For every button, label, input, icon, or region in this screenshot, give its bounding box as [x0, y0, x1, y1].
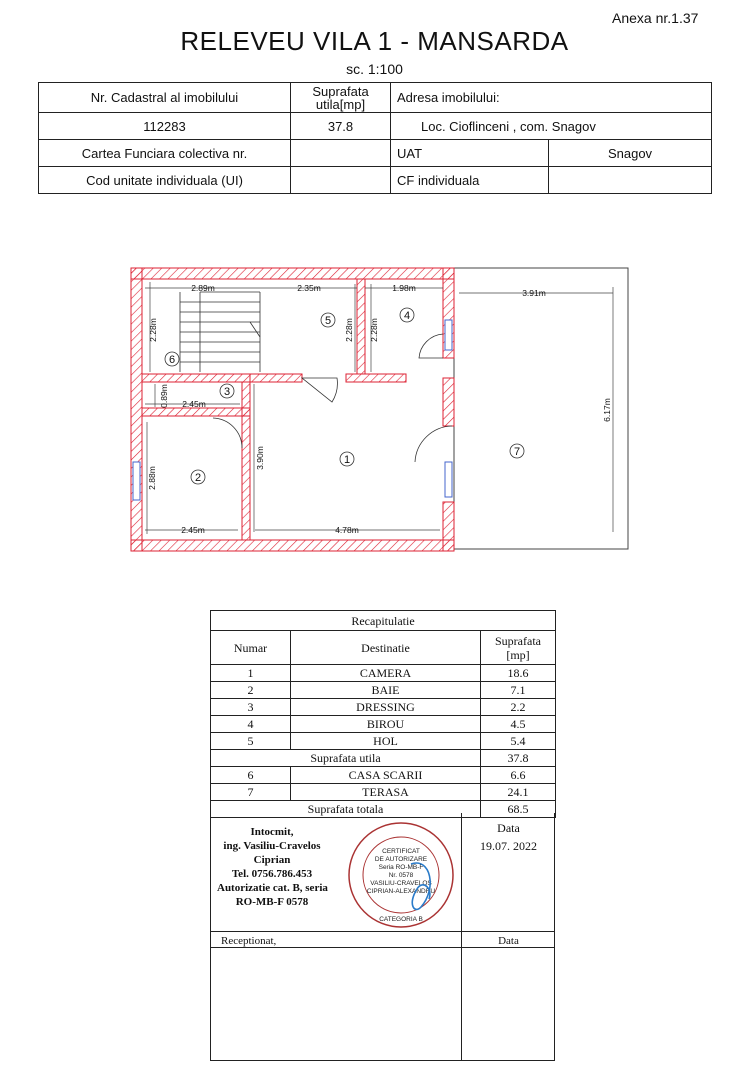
col-surf-header: Suprafata [mp] [481, 631, 556, 665]
table-row: 2 BAIE 7.1 [211, 682, 556, 699]
dim-2-28-c: 2.28m [369, 318, 379, 342]
cf-collective-value [291, 140, 391, 167]
dim-2-89: 2.89m [191, 283, 215, 293]
room-2-label: 2 [194, 472, 202, 484]
table-row: 3 DRESSING 2.2 [211, 699, 556, 716]
cf-individual-value [549, 167, 712, 194]
cf-individual-label: CF individuala [391, 167, 549, 194]
table-row: 7 TERASA 24.1 [211, 784, 556, 801]
dim-2-28-a: 2.28m [148, 318, 158, 342]
svg-text:CATEGORIA B: CATEGORIA B [379, 916, 423, 923]
page-title: RELEVEU VILA 1 - MANSARDA [180, 26, 569, 56]
floor-plan [125, 262, 635, 557]
useful-surface-row: Suprafata utila 37.8 [211, 750, 556, 767]
uat-value: Snagov [549, 140, 712, 167]
date-value: 19.07. 2022 [480, 839, 537, 853]
svg-text:CIPRIAN-ALEXANDRU: CIPRIAN-ALEXANDRU [366, 888, 436, 895]
room-7-label: 7 [513, 446, 521, 458]
dim-1-98: 1.98m [392, 283, 416, 293]
prepared-by: Intocmit, ing. Vasiliu-Cravelos Ciprian Tel. 0756.786.453 Autorizatie cat. B, seria RO-MB-F 0578 [217, 826, 328, 908]
surface-label [291, 83, 391, 113]
received-date-label: Data [498, 935, 519, 947]
address-label: Adresa imobilului: [391, 83, 712, 113]
col-dest-header: Destinatie [291, 631, 481, 665]
svg-text:Seria RO-MB-F: Seria RO-MB-F [378, 864, 424, 871]
recap-table [210, 610, 555, 818]
surface-label-line2: utila[mp] [315, 96, 366, 112]
scale-label: sc. 1:100 [346, 61, 403, 77]
surface-label-line1: Suprafata [312, 83, 369, 99]
recap-title: Recapitulatie [211, 611, 556, 631]
cf-collective-label: Cartea Funciara colectiva nr. [39, 140, 291, 167]
annex-number: Anexa nr.1.37 [612, 10, 699, 26]
dim-4-78: 4.78m [335, 525, 359, 535]
dim-3-91: 3.91m [522, 288, 546, 298]
svg-text:Nr. 0578: Nr. 0578 [388, 872, 414, 879]
svg-text:DE AUTORIZARE: DE AUTORIZARE [374, 856, 428, 863]
dim-2-45-a: 2.45m [182, 399, 206, 409]
table-row: 4 BIROU 4.5 [211, 716, 556, 733]
dim-2-35: 2.35m [297, 283, 321, 293]
svg-text:CERTIFICAT: CERTIFICAT [382, 848, 420, 855]
room-3-label: 3 [223, 386, 231, 398]
date-label: Data [497, 821, 520, 835]
dim-2-28-b: 2.28m [344, 318, 354, 342]
dim-2-88: 2.88m [147, 466, 157, 490]
table-row: 1 CAMERA 18.6 [211, 665, 556, 682]
dim-0-89: 0.89m [159, 384, 169, 408]
ui-code-label: Cod unitate individuala (UI) [39, 167, 291, 194]
cadastral-value: 112283 [39, 113, 291, 140]
room-6-label: 6 [168, 354, 176, 366]
authorization-stamp [345, 819, 457, 931]
room-5-label: 5 [324, 315, 332, 327]
stairs [180, 292, 260, 372]
table-row: 6 CASA SCARII 6.6 [211, 767, 556, 784]
received-label: Receptionat, [221, 935, 277, 947]
address-value: Loc. Cioflinceni , com. Snagov [391, 113, 712, 140]
dim-3-90: 3.90m [255, 446, 265, 470]
col-num-header: Numar [211, 631, 291, 665]
cadastral-label: Nr. Cadastral al imobilului [39, 83, 291, 113]
surface-value: 37.8 [291, 113, 391, 140]
dim-2-45-b: 2.45m [181, 525, 205, 535]
svg-text:VASILIU-CRAVELOS: VASILIU-CRAVELOS [370, 880, 432, 887]
room-4-label: 4 [403, 310, 411, 322]
dim-6-17: 6.17m [602, 398, 612, 422]
table-row: 5 HOL 5.4 [211, 733, 556, 750]
room-1-label: 1 [343, 454, 351, 466]
property-info-table [38, 82, 712, 194]
ui-code-value [291, 167, 391, 194]
total-surface-row: Suprafata totala 68.5 [211, 801, 556, 818]
uat-label: UAT [391, 140, 549, 167]
signature-block [210, 813, 555, 1061]
